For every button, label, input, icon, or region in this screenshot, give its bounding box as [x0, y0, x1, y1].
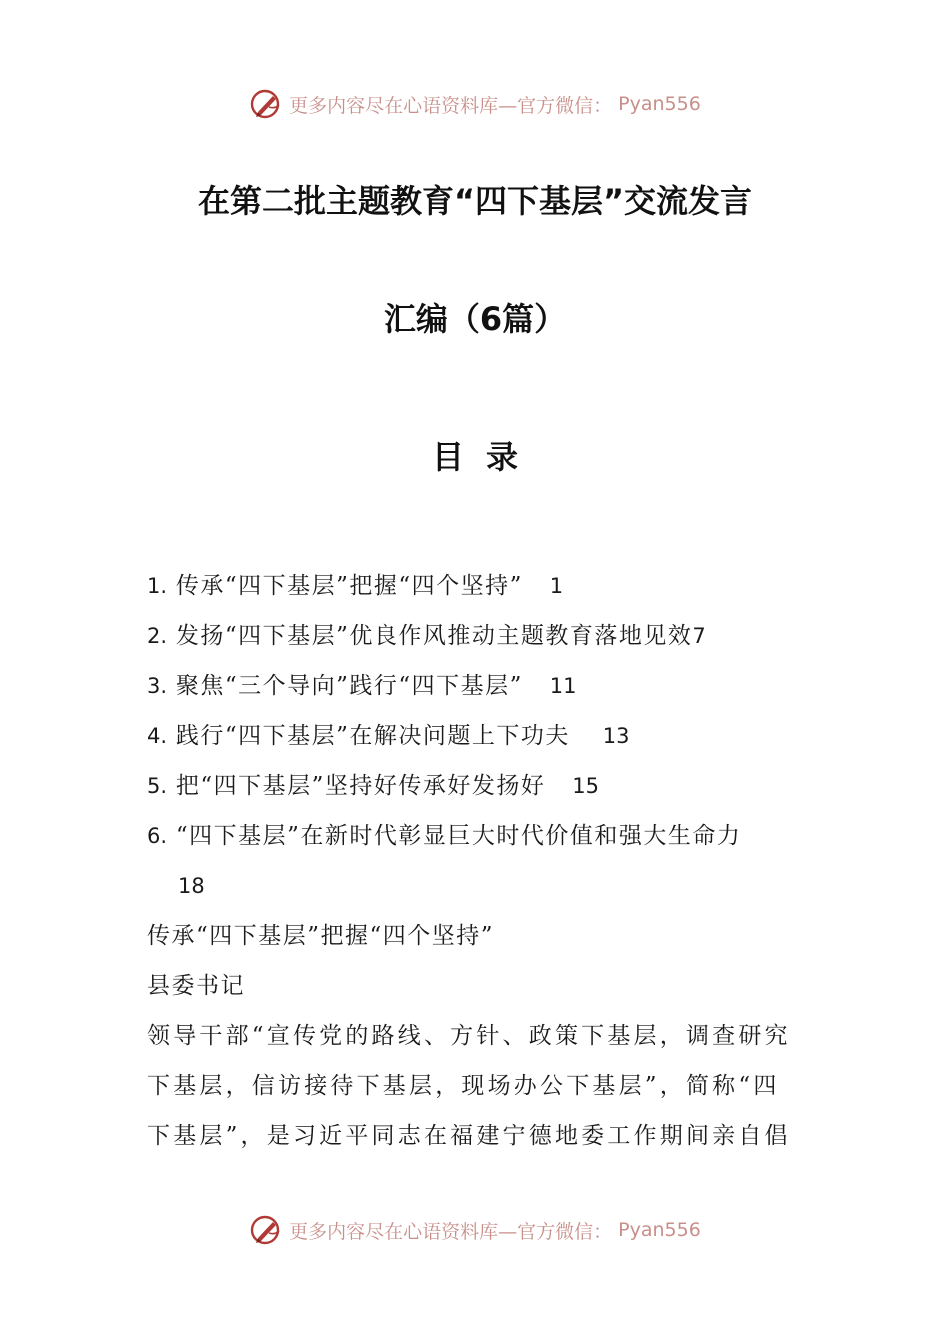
toc-item-page: 1 [549, 574, 564, 598]
toc-item-page: 7 [692, 624, 706, 648]
toc-item[interactable] [147, 771, 599, 801]
watermark-text: 更多内容尽在心语资料库—官方微信： [289, 94, 613, 117]
watermark-wechat-id: Pyan556 [618, 1219, 701, 1241]
toc-item-number: 4. [147, 724, 168, 748]
toc-item[interactable] [147, 821, 741, 851]
toc-heading: 目录 [431, 438, 540, 476]
toc-item-page: 18 [178, 874, 205, 898]
toc-item-page: 11 [549, 674, 577, 698]
toc-item-text: 发扬“四下基层”优良作风推动主题教育落地见效 [175, 623, 693, 649]
toc-item[interactable] [147, 721, 629, 751]
toc-item-page-wrapped [178, 871, 205, 901]
toc-item[interactable] [147, 671, 576, 701]
toc-item-number: 1. [147, 574, 168, 598]
toc-item-text: 聚焦“三个导向”践行“四下基层” [175, 673, 523, 699]
toc-item-number: 2. [147, 624, 168, 648]
toc-item[interactable] [147, 571, 563, 601]
document-title-line-1: 在第二批主题教育“四下基层”交流发言 [197, 182, 753, 220]
toc-item-number: 3. [147, 674, 168, 698]
article-paragraph-line: 下基层，信访接待下基层，现场办公下基层”，简称“四 [147, 1073, 780, 1099]
watermark-text: 更多内容尽在心语资料库—官方微信： [289, 1220, 613, 1243]
toc-item-text: “四下基层”在新时代彰显巨大时代价值和强大生命力 [175, 823, 742, 849]
watermark-footer [0, 1208, 950, 1252]
article-paragraph-line: 下基层”，是习近平同志在福建宁德地委工作期间亲自倡 [147, 1123, 791, 1149]
toc-item-text: 把“四下基层”坚持好传承好发扬好 [175, 773, 546, 799]
toc-item-text: 传承“四下基层”把握“四个坚持” [175, 573, 523, 599]
article-author: 县委书记 [147, 973, 245, 999]
toc-item-number: 5. [147, 774, 168, 798]
pen-logo-icon [249, 1213, 283, 1247]
toc-item-page: 15 [572, 774, 599, 798]
watermark-header [0, 82, 950, 126]
toc-item[interactable] [147, 621, 706, 651]
article-title: 传承“四下基层”把握“四个坚持” [147, 923, 495, 949]
toc-item-page: 13 [602, 724, 630, 748]
toc-item-text: 践行“四下基层”在解决问题上下功夫 [175, 723, 570, 749]
article-paragraph-line: 领导干部“宣传党的路线、方针、政策下基层，调查研究 [147, 1023, 791, 1049]
toc-item-number: 6. [147, 824, 168, 848]
watermark-wechat-id: Pyan556 [618, 93, 701, 115]
document-title-line-2: 汇编（6篇） [383, 300, 567, 338]
pen-logo-icon [249, 87, 283, 121]
